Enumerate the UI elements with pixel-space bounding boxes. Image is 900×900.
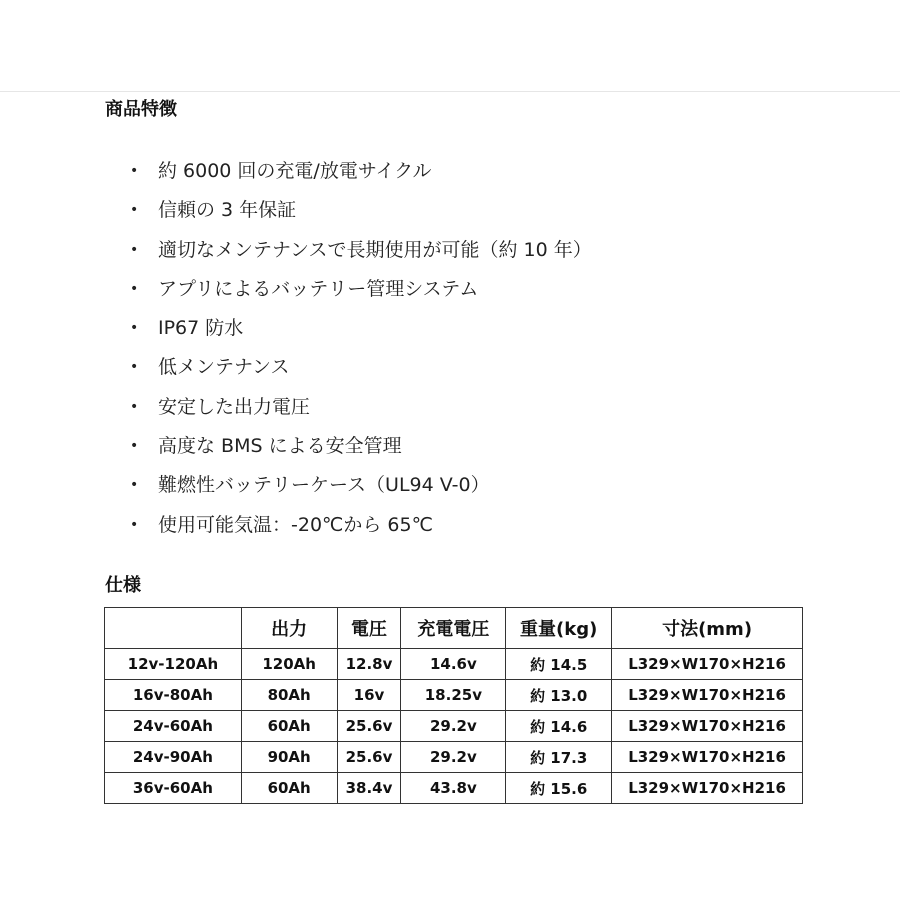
top-divider [0, 91, 900, 92]
header-output: 出力 [241, 608, 337, 649]
table-row [105, 773, 803, 804]
bullet-icon: • [130, 163, 139, 179]
cell-voltage: 16v [337, 680, 401, 711]
table-header-row [105, 608, 803, 649]
cell-dimensions: L329×W170×H216 [612, 773, 803, 804]
cell-model: 24v-90Ah [105, 742, 242, 773]
cell-dimensions: L329×W170×H216 [612, 649, 803, 680]
cell-model: 12v-120Ah [105, 649, 242, 680]
cell-voltage: 25.6v [337, 711, 401, 742]
cell-charge-voltage: 29.2v [401, 711, 506, 742]
table-row [105, 680, 803, 711]
table-row [105, 742, 803, 773]
spec-table [104, 607, 803, 804]
cell-model: 24v-60Ah [105, 711, 242, 742]
features-heading: 商品特徴 [105, 99, 177, 120]
header-voltage: 電圧 [337, 608, 401, 649]
header-weight: 重量(kg) [506, 608, 612, 649]
spec-heading: 仕様 [105, 575, 141, 596]
feature-text: 低メンテナンス [158, 356, 290, 379]
feature-text: 安定した出力電圧 [158, 395, 311, 418]
bullet-icon: • [130, 359, 139, 376]
feature-text: 適切なメンテナンスで長期使用が可能（約 10 年） [158, 238, 592, 261]
bullet-icon: • [130, 280, 139, 297]
cell-voltage: 12.8v [337, 649, 401, 680]
header-model [105, 608, 242, 649]
cell-voltage: 25.6v [337, 742, 401, 773]
cell-charge-voltage: 43.8v [401, 773, 506, 804]
cell-output: 60Ah [241, 711, 337, 742]
cell-model: 16v-80Ah [105, 680, 242, 711]
header-charge-voltage: 充電電圧 [401, 608, 506, 649]
cell-output: 60Ah [241, 773, 337, 804]
cell-dimensions: L329×W170×H216 [612, 711, 803, 742]
feature-text: 使用可能気温：-20℃から 65℃ [158, 513, 433, 536]
bullet-icon: • [130, 516, 139, 533]
feature-text: 難燃性バッテリーケース（UL94 V-0） [158, 474, 490, 497]
cell-charge-voltage: 18.25v [401, 680, 506, 711]
cell-model: 36v-60Ah [105, 773, 242, 804]
cell-dimensions: L329×W170×H216 [612, 742, 803, 773]
table-row [105, 711, 803, 742]
header-dimensions: 寸法(mm) [612, 608, 803, 649]
cell-charge-voltage: 29.2v [401, 742, 506, 773]
cell-output: 120Ah [241, 649, 337, 680]
cell-weight: 約 14.5 [506, 649, 612, 680]
cell-weight: 約 17.3 [506, 742, 612, 773]
bullet-icon: • [130, 477, 139, 494]
bullet-icon: • [130, 241, 139, 258]
bullet-icon: • [130, 438, 139, 455]
feature-text: アプリによるバッテリー管理システム [158, 277, 479, 300]
feature-text: 信頼の 3 年保証 [158, 199, 297, 222]
cell-voltage: 38.4v [337, 773, 401, 804]
bullet-icon: • [130, 320, 139, 337]
cell-weight: 約 13.0 [506, 680, 612, 711]
bullet-icon: • [130, 398, 139, 415]
cell-weight: 約 14.6 [506, 711, 612, 742]
bullet-icon: • [130, 202, 139, 219]
feature-text: IP67 防水 [158, 317, 244, 340]
feature-text: 高度な BMS による安全管理 [158, 435, 402, 458]
feature-text: 約 6000 回の充電/放電サイクル [158, 160, 432, 182]
cell-output: 80Ah [241, 680, 337, 711]
cell-output: 90Ah [241, 742, 337, 773]
cell-dimensions: L329×W170×H216 [612, 680, 803, 711]
cell-charge-voltage: 14.6v [401, 649, 506, 680]
cell-weight: 約 15.6 [506, 773, 612, 804]
table-row [105, 649, 803, 680]
